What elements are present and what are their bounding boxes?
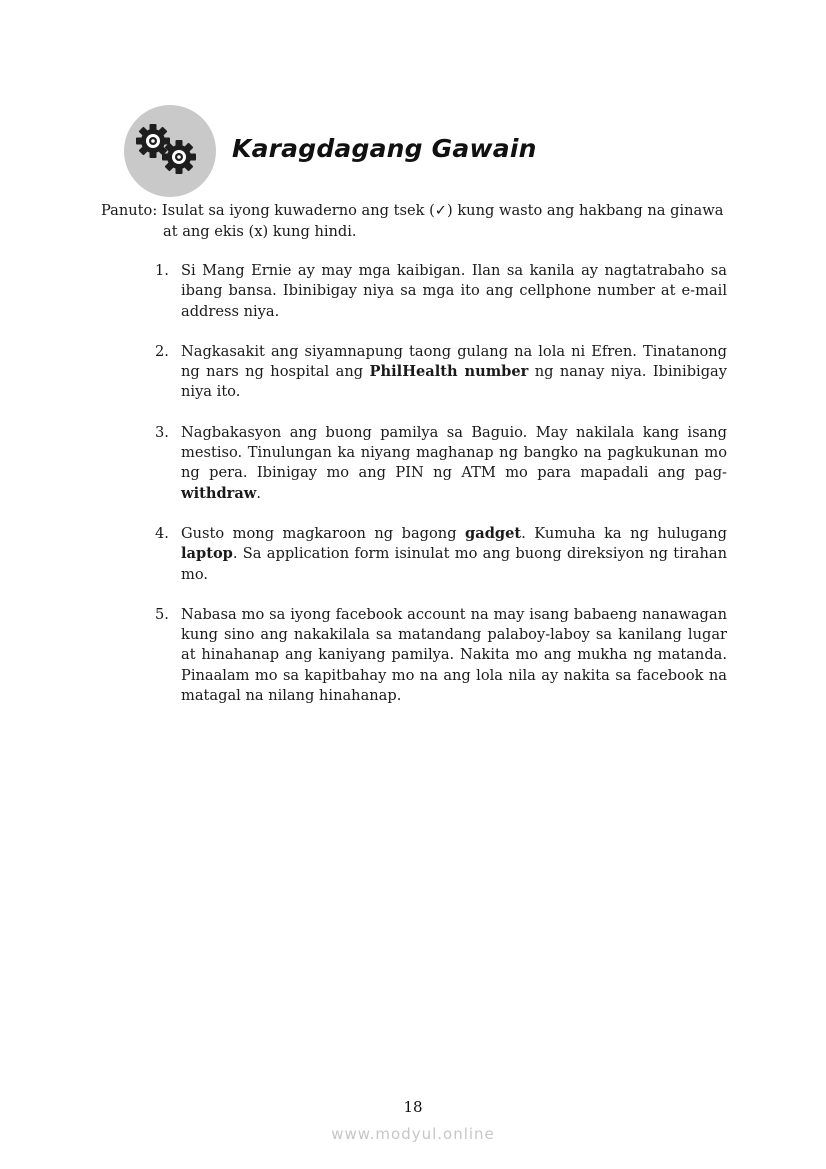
item-text-run: . <box>256 484 262 502</box>
item-text-run: Nagbakasyon ang buong pamilya sa Baguio. May nakilala kang isang mestiso. Tinulungan ka niyang maghanap ng bangko na pagkukunan mo ng pera. Ibinigay mo ang PIN ng ATM mo para mapadali ang pag- <box>181 423 727 482</box>
instructions <box>101 201 727 242</box>
item-text <box>181 261 727 322</box>
instructions-text-1: Isulat sa iyong kuwaderno ang tsek (✓) kung wasto ang hakbang na ginawa <box>161 202 724 219</box>
item-text-run: . Sa application form isinulat mo ang buong direksiyon ng tirahan mo. <box>181 545 727 583</box>
item-bold-term: withdraw <box>181 484 257 502</box>
item-bold-term: laptop <box>181 545 233 563</box>
item-number: 4. <box>155 524 169 542</box>
item-text-run: ng nanay niya. Ibinibigay niya ito. <box>181 363 727 401</box>
watermark: www.modyul.online <box>331 1125 495 1143</box>
item-number: 5. <box>155 605 169 623</box>
item-number: 2. <box>155 342 169 360</box>
item-text-run: Gusto mong magkaroon ng bagong <box>181 524 466 542</box>
item-bold-term: gadget <box>465 524 522 542</box>
item-text-run: Nagkasakit ang siyamnapung taong gulang na lola ni Efren. Tinatanong ng nars ng hospital ang <box>181 342 727 381</box>
item-text <box>181 605 727 706</box>
list-item <box>155 605 727 706</box>
list-item <box>155 423 727 504</box>
list-item <box>155 261 727 322</box>
gears-icon <box>124 105 216 197</box>
instructions-label: Panuto: <box>101 202 158 219</box>
page-number: 18 <box>403 1098 423 1116</box>
list-item <box>155 524 727 585</box>
list-item <box>155 342 727 403</box>
item-text <box>181 423 727 504</box>
item-text-run: Si Mang Ernie ay may mga kaibigan. Ilan sa kanila ay nagtatrabaho sa ibang bansa. Ibinibigay niya sa mga ito ang cellphone number at e-mail address niya. <box>181 262 727 320</box>
item-number: 1. <box>155 262 169 279</box>
gears-icon-graphic <box>124 105 216 197</box>
item-number: 3. <box>155 423 169 441</box>
activity-list <box>155 261 727 726</box>
item-text-run: Nabasa mo sa iyong facebook account na may isang babaeng nanawagan kung sino ang nakakilala sa matandang palaboy-laboy sa kanilang lugar at hinahanap ang kaniyang pamilya. Nakita mo ang mukha ng matanda. Pinaalam mo sa kapitbahay mo na ang lola nila ay nakita sa facebook na matagal na nilang hinahanap. <box>181 605 727 705</box>
page-title: Karagdagang Gawain <box>232 134 537 163</box>
item-bold-term: PhilHealth number <box>369 363 529 381</box>
item-text <box>181 524 727 585</box>
item-text-run: . Kumuha ka ng hulugang <box>521 524 727 542</box>
item-text <box>181 342 727 403</box>
instructions-text-2: at ang ekis (x) kung hindi. <box>163 222 357 240</box>
instructions-line-1 <box>101 201 727 222</box>
